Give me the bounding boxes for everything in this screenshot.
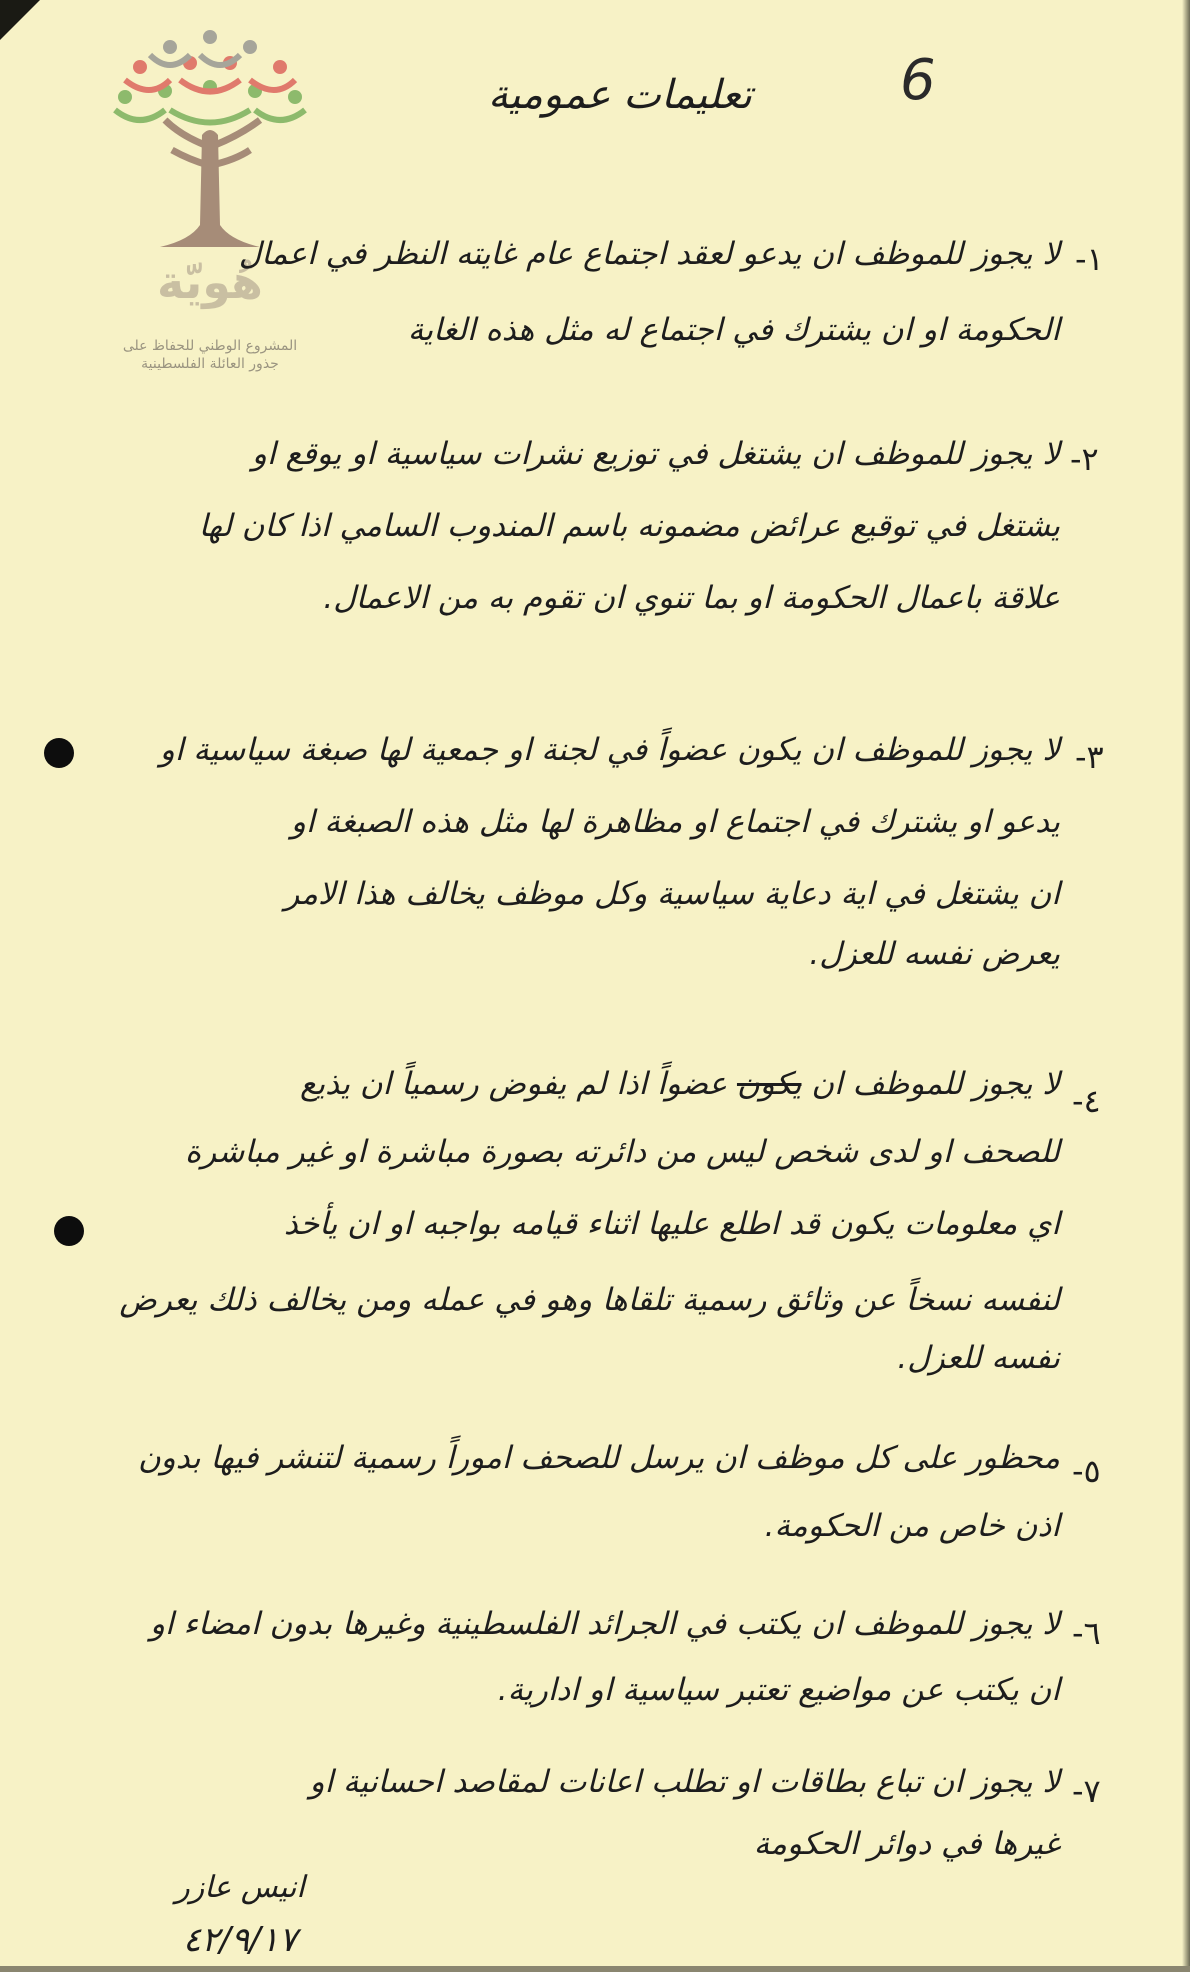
item-line: لا يجوز للموظف ان يشتغل في توزيع نشرات سياسية او يوقع او — [252, 436, 1060, 472]
watermark-line-1: المشروع الوطني للحفاظ على — [122, 338, 298, 354]
item-line: غيرها في دوائر الحكومة — [753, 1826, 1060, 1862]
item-number: ١- — [1075, 240, 1104, 278]
item-line: علاقة باعمال الحكومة او بما تنوي ان تقوم به من الاعمال. — [323, 580, 1060, 616]
watermark-word: هُويّة — [157, 255, 263, 309]
item-line: اذن خاص من الحكومة. — [764, 1508, 1060, 1544]
struck-word: يكون — [736, 1066, 802, 1102]
item-line: نفسه للعزل. — [897, 1340, 1060, 1376]
page-number: 6 — [900, 48, 936, 113]
document-title: تعليمات عمومية — [487, 72, 753, 118]
scan-corner — [0, 0, 40, 40]
item-line: يعرض نفسه للعزل. — [809, 936, 1060, 972]
item-line: ان يكتب عن مواضيع تعتبر سياسية او ادارية. — [497, 1672, 1060, 1708]
item-line: يشتغل في توقيع عرائض مضمونه باسم المندوب السامي اذا كان لها — [198, 508, 1060, 544]
scan-right-edge — [1182, 0, 1190, 1972]
item-number: ٢- — [1070, 440, 1099, 478]
item-line: الحكومة او ان يشترك في اجتماع له مثل هذه الغاية — [407, 312, 1060, 348]
item-number: ٥- — [1072, 1452, 1101, 1490]
item-line: يدعو او يشترك في اجتماع او مظاهرة لها مثل هذه الصبغة او — [290, 804, 1060, 840]
item-line: ان يشتغل في اية دعاية سياسية وكل موظف يخالف هذا الامر — [284, 876, 1060, 912]
watermark-line-2: جذور العائلة الفلسطينية — [141, 356, 279, 372]
item-line: اي معلومات يكون قد اطلع عليها اثناء قيامه بواجبه او ان يأخذ — [283, 1206, 1060, 1242]
item-line: لا يجوز للموظف ان يكون عضواً في لجنة او جمعية لها صبغة سياسية او — [159, 732, 1060, 768]
item-line: لا يجوز للموظف ان يكتب في الجرائد الفلسطينية وغيرها بدون امضاء او — [150, 1606, 1060, 1642]
item-number: ٧- — [1072, 1772, 1101, 1810]
item-line: لا يجوز للموظف ان يدعو لعقد اجتماع عام غايته النظر في اعمال — [238, 236, 1060, 272]
item-line: لا يجوز ان تباع بطاقات او تطلب اعانات لمقاصد احسانية او — [309, 1764, 1060, 1800]
scan-bottom-edge — [0, 1966, 1190, 1972]
signature-name: انيس عازر — [175, 1870, 305, 1905]
item-number: ٦- — [1072, 1614, 1101, 1652]
item-line: لا يجوز للموظف ان يكون عضواً اذا لم يفوض رسمياً ان يذيع — [299, 1066, 1060, 1102]
signature-date: ٤٢/٩/١٧ — [182, 1920, 298, 1960]
item-line: محظور على كل موظف ان يرسل للصحف اموراً رسمية لتنشر فيها بدون — [137, 1440, 1060, 1476]
item-line: لنفسه نسخاً عن وثائق رسمية تلقاها وهو في عمله ومن يخالف ذلك يعرض — [119, 1282, 1060, 1318]
item-number: ٤- — [1072, 1082, 1101, 1120]
item-line: للصحف او لدى شخص ليس من دائرته بصورة مباشرة او غير مباشرة — [185, 1134, 1060, 1170]
item-number: ٣- — [1075, 738, 1104, 776]
